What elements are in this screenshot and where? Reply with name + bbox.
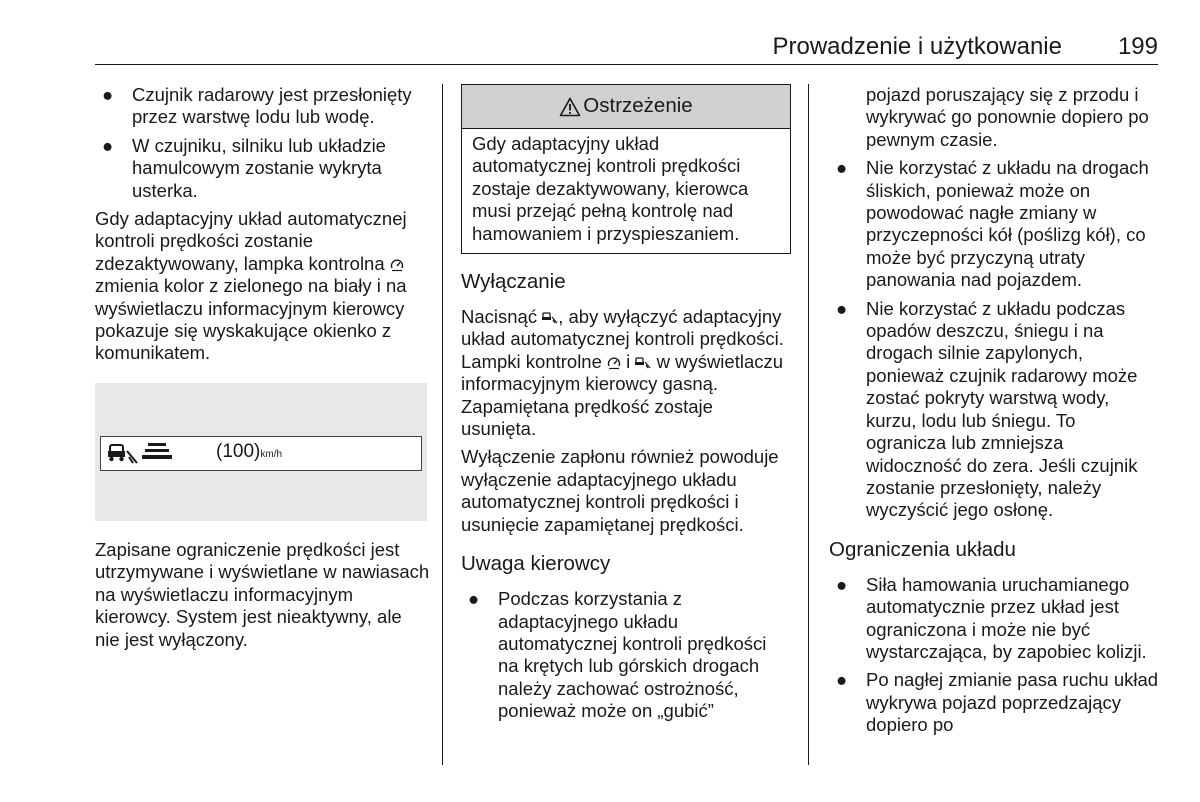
acc-button-icon <box>542 311 558 325</box>
list-item-continuation: pojazd poruszający się z przodu i wykrywać go ponownie dopiero po pewnym czasie. <box>866 84 1149 150</box>
column-1 <box>95 84 430 657</box>
list-item: ● Siła hamowania uruchamianego automatycznie przez układ jest ograniczona i może nie być wystarczająca, by zapobiec kolizji. <box>836 573 1147 662</box>
warning-text: Gdy adaptacyjny układ automatycznej kontroli prędkości zostaje dezaktywowany, kierowca musi przejąć pełną kontrolę nad hamowaniem i przyspieszaniem. <box>472 133 749 244</box>
display-message-box <box>100 436 422 471</box>
paragraph-ignition-off: Wyłączenie zapłonu również powoduje wyłączenie adaptacyjnego układu automatycznej kontroli prędkości i usunięcie zapamiętanej prędkości. <box>461 446 779 535</box>
page-number: 199 <box>1117 33 1158 60</box>
cruise-control-speedometer-icon <box>390 258 404 272</box>
warning-triangle-icon <box>559 97 581 117</box>
page-header-title: Prowadzenie i użytkowanie <box>772 33 1062 60</box>
column-2 <box>461 84 791 729</box>
driver-info-display-image <box>95 383 427 521</box>
paragraph-deactivation: Gdy adaptacyjny układ automatycznej kontroli prędkości zostanie zdezaktywowany, lampka kontrolna zmienia kolor z zielonego na biały i na wyświetlaczu informacyjnym kierowcy pokazuje się wyskakujące okienko z komunikatem. <box>95 208 407 364</box>
list-item: ● Podczas korzystania z adaptacyjnego układu automatycznej kontroli prędkości na krętych lub górskich drogach należy zachować ostrożność, ponieważ może on „gubić” <box>468 588 767 722</box>
section-heading-switching-off: Wyłączanie <box>461 270 566 294</box>
section-heading-driver-attention: Uwaga kierowcy <box>461 552 611 576</box>
acc-car-distance-icon <box>107 441 139 465</box>
list-item: ● W czujniku, silniku lub układzie hamulcowym zostanie wykryta usterka. <box>102 134 386 201</box>
column-3 <box>829 84 1159 743</box>
warning-box <box>461 84 791 254</box>
header-rule <box>95 64 1158 65</box>
section-heading-system-limitations: Ograniczenia układu <box>829 537 1016 561</box>
cruise-control-speedometer-icon <box>607 356 621 370</box>
column-divider-2 <box>808 84 809 765</box>
warning-header: Ostrzeżenie <box>462 85 790 129</box>
list-item: ● Po nagłej zmianie pasa ruchu układ wykrywa pojazd poprzedzający dopiero po <box>836 669 1159 736</box>
list-item: ● Czujnik radarowy jest przesłonięty przez warstwę lodu lub wodę. <box>102 84 412 128</box>
acc-button-icon <box>635 356 651 370</box>
following-distance-bars-icon <box>141 441 173 463</box>
column-divider-1 <box>442 84 443 765</box>
list-item: ● Nie korzystać z układu na drogach śliskich, ponieważ może on powodować nagłe zmiany w przyczepności kół (poślizg kół), co może być przyczyną utraty panowania nad pojazdem. <box>836 157 1149 291</box>
paragraph-switch-off: Nacisnąć , aby wyłączyć adaptacyjny układ automatycznej kontroli prędkości. Lampki kontrolne i w wyświetlaczu informacyjnym kierowcy gasną. Zapamiętana prędkość zostaje usunięta. <box>461 306 784 440</box>
stored-speed-readout: (100)km/h <box>216 440 283 462</box>
paragraph-stored-limit: Zapisane ograniczenie prędkości jest utrzymywane i wyświetlane w nawiasach na wyświetlaczu informacyjnym kierowcy. System jest nieaktywny, ale nie jest wyłączony. <box>95 538 430 650</box>
list-item: ● Nie korzystać z układu podczas opadów deszczu, śniegu i na drogach silnie zapylonych, ponieważ czujnik radarowy może zostać pokryty warstwą wody, kurzu, lodu lub śniegu. To ogranicza lub zmniejsza widoczność do zera. Jeśli czujnik zostanie przesłonięty, należy wyczyścić jego osłonę. <box>836 297 1138 521</box>
